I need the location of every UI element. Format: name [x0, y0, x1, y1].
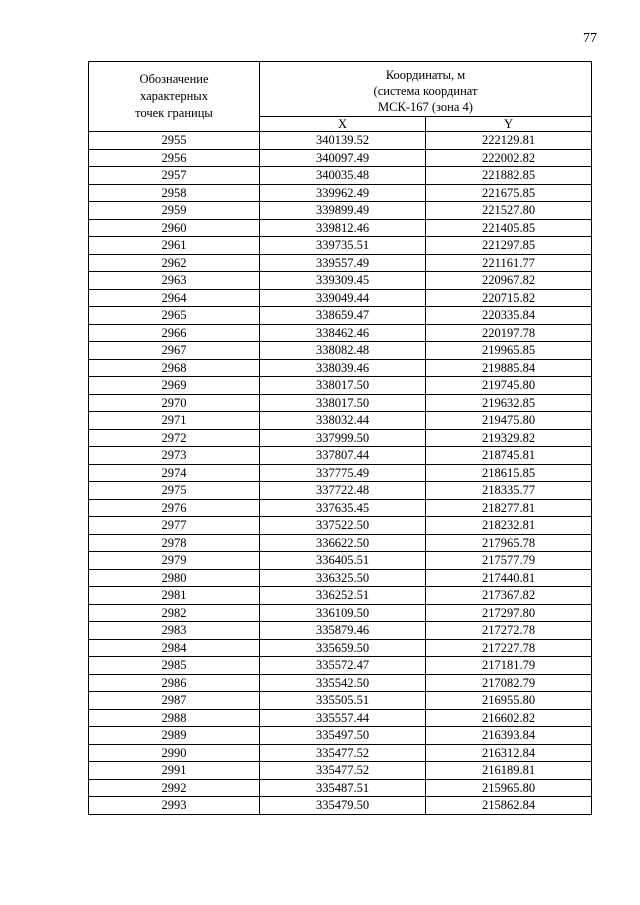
x-coordinate-cell: 340035.48 — [260, 167, 426, 185]
point-id-cell: 2968 — [89, 359, 260, 377]
table-row — [89, 517, 592, 535]
x-coordinate-cell: 339735.51 — [260, 237, 426, 255]
coordinates-table — [88, 61, 592, 815]
x-coordinate-cell: 339962.49 — [260, 184, 426, 202]
x-coordinate-cell: 336252.51 — [260, 587, 426, 605]
table-row — [89, 657, 592, 675]
table-row — [89, 464, 592, 482]
x-coordinate-cell: 338032.44 — [260, 412, 426, 430]
x-coordinate-cell: 335477.52 — [260, 762, 426, 780]
point-id-cell: 2984 — [89, 639, 260, 657]
y-coordinate-cell: 220715.82 — [426, 289, 592, 307]
point-id-cell: 2979 — [89, 552, 260, 570]
y-coordinate-cell: 217440.81 — [426, 569, 592, 587]
table-row — [89, 639, 592, 657]
point-id-cell: 2978 — [89, 534, 260, 552]
header-line: характерных — [140, 89, 208, 103]
x-coordinate-cell: 338039.46 — [260, 359, 426, 377]
table-row — [89, 254, 592, 272]
x-coordinate-cell: 337999.50 — [260, 429, 426, 447]
y-coordinate-cell: 219965.85 — [426, 342, 592, 360]
x-coordinate-cell: 335505.51 — [260, 692, 426, 710]
header-line: точек границы — [135, 106, 213, 120]
table-row — [89, 289, 592, 307]
table-row — [89, 622, 592, 640]
point-id-cell: 2962 — [89, 254, 260, 272]
y-coordinate-cell: 219885.84 — [426, 359, 592, 377]
y-coordinate-cell: 216312.84 — [426, 744, 592, 762]
table-row — [89, 692, 592, 710]
point-id-cell: 2961 — [89, 237, 260, 255]
table-row — [89, 149, 592, 167]
table-row — [89, 762, 592, 780]
point-id-cell: 2974 — [89, 464, 260, 482]
x-coordinate-cell: 335497.50 — [260, 727, 426, 745]
x-coordinate-cell: 338462.46 — [260, 324, 426, 342]
table-row — [89, 237, 592, 255]
x-coordinate-cell: 338082.48 — [260, 342, 426, 360]
header-x: X — [260, 117, 426, 132]
y-coordinate-cell: 216393.84 — [426, 727, 592, 745]
table-row — [89, 797, 592, 815]
point-id-cell: 2992 — [89, 779, 260, 797]
point-id-cell: 2990 — [89, 744, 260, 762]
table-row — [89, 394, 592, 412]
y-coordinate-cell: 217082.79 — [426, 674, 592, 692]
x-coordinate-cell: 335477.52 — [260, 744, 426, 762]
x-coordinate-cell: 338659.47 — [260, 307, 426, 325]
point-id-cell: 2993 — [89, 797, 260, 815]
y-coordinate-cell: 217297.80 — [426, 604, 592, 622]
table-body — [89, 132, 592, 815]
y-coordinate-cell: 219475.80 — [426, 412, 592, 430]
y-coordinate-cell: 219745.80 — [426, 377, 592, 395]
x-coordinate-cell: 340139.52 — [260, 132, 426, 150]
y-coordinate-cell: 217367.82 — [426, 587, 592, 605]
point-id-cell: 2981 — [89, 587, 260, 605]
y-coordinate-cell: 216955.80 — [426, 692, 592, 710]
point-id-cell: 2964 — [89, 289, 260, 307]
table-header-row — [89, 62, 592, 117]
table-row — [89, 167, 592, 185]
point-id-cell: 2969 — [89, 377, 260, 395]
header-line: МСК-167 (зона 4) — [378, 99, 473, 114]
point-id-cell: 2987 — [89, 692, 260, 710]
table-row — [89, 132, 592, 150]
x-coordinate-cell: 338017.50 — [260, 394, 426, 412]
x-coordinate-cell: 339899.49 — [260, 202, 426, 220]
point-id-cell: 2989 — [89, 727, 260, 745]
point-id-cell: 2973 — [89, 447, 260, 465]
point-id-cell: 2967 — [89, 342, 260, 360]
point-id-cell: 2960 — [89, 219, 260, 237]
point-id-cell: 2970 — [89, 394, 260, 412]
table-row — [89, 377, 592, 395]
y-coordinate-cell: 218615.85 — [426, 464, 592, 482]
table-row — [89, 359, 592, 377]
table-row — [89, 482, 592, 500]
y-coordinate-cell: 219329.82 — [426, 429, 592, 447]
x-coordinate-cell: 335572.47 — [260, 657, 426, 675]
point-id-cell: 2958 — [89, 184, 260, 202]
y-coordinate-cell: 216189.81 — [426, 762, 592, 780]
y-coordinate-cell: 217272.78 — [426, 622, 592, 640]
table-row — [89, 587, 592, 605]
y-coordinate-cell: 218277.81 — [426, 499, 592, 517]
x-coordinate-cell: 336325.50 — [260, 569, 426, 587]
y-coordinate-cell: 218745.81 — [426, 447, 592, 465]
point-id-cell: 2955 — [89, 132, 260, 150]
x-coordinate-cell: 336405.51 — [260, 552, 426, 570]
table-row — [89, 447, 592, 465]
point-id-cell: 2966 — [89, 324, 260, 342]
table-row — [89, 342, 592, 360]
x-coordinate-cell: 335659.50 — [260, 639, 426, 657]
point-id-cell: 2957 — [89, 167, 260, 185]
point-id-cell: 2963 — [89, 272, 260, 290]
y-coordinate-cell: 215965.80 — [426, 779, 592, 797]
header-line: (система координат — [373, 83, 478, 98]
x-coordinate-cell: 335557.44 — [260, 709, 426, 727]
point-id-cell: 2980 — [89, 569, 260, 587]
point-id-cell: 2975 — [89, 482, 260, 500]
y-coordinate-cell: 220967.82 — [426, 272, 592, 290]
table-row — [89, 779, 592, 797]
x-coordinate-cell: 336109.50 — [260, 604, 426, 622]
table-row — [89, 499, 592, 517]
table-row — [89, 552, 592, 570]
table-row — [89, 744, 592, 762]
table-row — [89, 429, 592, 447]
header-coordinates — [260, 62, 592, 117]
x-coordinate-cell: 335879.46 — [260, 622, 426, 640]
point-id-cell: 2965 — [89, 307, 260, 325]
point-id-cell: 2983 — [89, 622, 260, 640]
x-coordinate-cell: 337807.44 — [260, 447, 426, 465]
x-coordinate-cell: 337722.48 — [260, 482, 426, 500]
y-coordinate-cell: 222129.81 — [426, 132, 592, 150]
x-coordinate-cell: 335487.51 — [260, 779, 426, 797]
table-row — [89, 534, 592, 552]
table-row — [89, 202, 592, 220]
table-row — [89, 604, 592, 622]
x-coordinate-cell: 337635.45 — [260, 499, 426, 517]
table-row — [89, 307, 592, 325]
x-coordinate-cell: 339309.45 — [260, 272, 426, 290]
table-row — [89, 674, 592, 692]
y-coordinate-cell: 218335.77 — [426, 482, 592, 500]
y-coordinate-cell: 221675.85 — [426, 184, 592, 202]
table-row — [89, 709, 592, 727]
point-id-cell: 2982 — [89, 604, 260, 622]
x-coordinate-cell: 339557.49 — [260, 254, 426, 272]
x-coordinate-cell: 335542.50 — [260, 674, 426, 692]
x-coordinate-cell: 339049.44 — [260, 289, 426, 307]
y-coordinate-cell: 217577.79 — [426, 552, 592, 570]
x-coordinate-cell: 338017.50 — [260, 377, 426, 395]
y-coordinate-cell: 215862.84 — [426, 797, 592, 815]
point-id-cell: 2971 — [89, 412, 260, 430]
y-coordinate-cell: 221527.80 — [426, 202, 592, 220]
header-line: Координаты, м — [385, 67, 466, 82]
table-row — [89, 272, 592, 290]
header-point-designation — [89, 62, 260, 132]
y-coordinate-cell: 218232.81 — [426, 517, 592, 535]
y-coordinate-cell: 220335.84 — [426, 307, 592, 325]
y-coordinate-cell: 219632.85 — [426, 394, 592, 412]
y-coordinate-cell: 220197.78 — [426, 324, 592, 342]
y-coordinate-cell: 221161.77 — [426, 254, 592, 272]
header-y: Y — [426, 117, 592, 132]
point-id-cell: 2977 — [89, 517, 260, 535]
y-coordinate-cell: 217965.78 — [426, 534, 592, 552]
x-coordinate-cell: 337522.50 — [260, 517, 426, 535]
point-id-cell: 2985 — [89, 657, 260, 675]
y-coordinate-cell: 217227.78 — [426, 639, 592, 657]
point-id-cell: 2972 — [89, 429, 260, 447]
x-coordinate-cell: 336622.50 — [260, 534, 426, 552]
x-coordinate-cell: 337775.49 — [260, 464, 426, 482]
table-row — [89, 727, 592, 745]
point-id-cell: 2988 — [89, 709, 260, 727]
header-line: Обозначение — [139, 72, 209, 86]
table-row — [89, 219, 592, 237]
table-row — [89, 184, 592, 202]
y-coordinate-cell: 221405.85 — [426, 219, 592, 237]
table-row — [89, 324, 592, 342]
x-coordinate-cell: 340097.49 — [260, 149, 426, 167]
point-id-cell: 2976 — [89, 499, 260, 517]
point-id-cell: 2959 — [89, 202, 260, 220]
x-coordinate-cell: 335479.50 — [260, 797, 426, 815]
point-id-cell: 2986 — [89, 674, 260, 692]
table-row — [89, 569, 592, 587]
y-coordinate-cell: 221882.85 — [426, 167, 592, 185]
y-coordinate-cell: 221297.85 — [426, 237, 592, 255]
point-id-cell: 2991 — [89, 762, 260, 780]
y-coordinate-cell: 216602.82 — [426, 709, 592, 727]
table-row — [89, 412, 592, 430]
point-id-cell: 2956 — [89, 149, 260, 167]
page-number: 77 — [583, 31, 597, 46]
y-coordinate-cell: 222002.82 — [426, 149, 592, 167]
y-coordinate-cell: 217181.79 — [426, 657, 592, 675]
x-coordinate-cell: 339812.46 — [260, 219, 426, 237]
